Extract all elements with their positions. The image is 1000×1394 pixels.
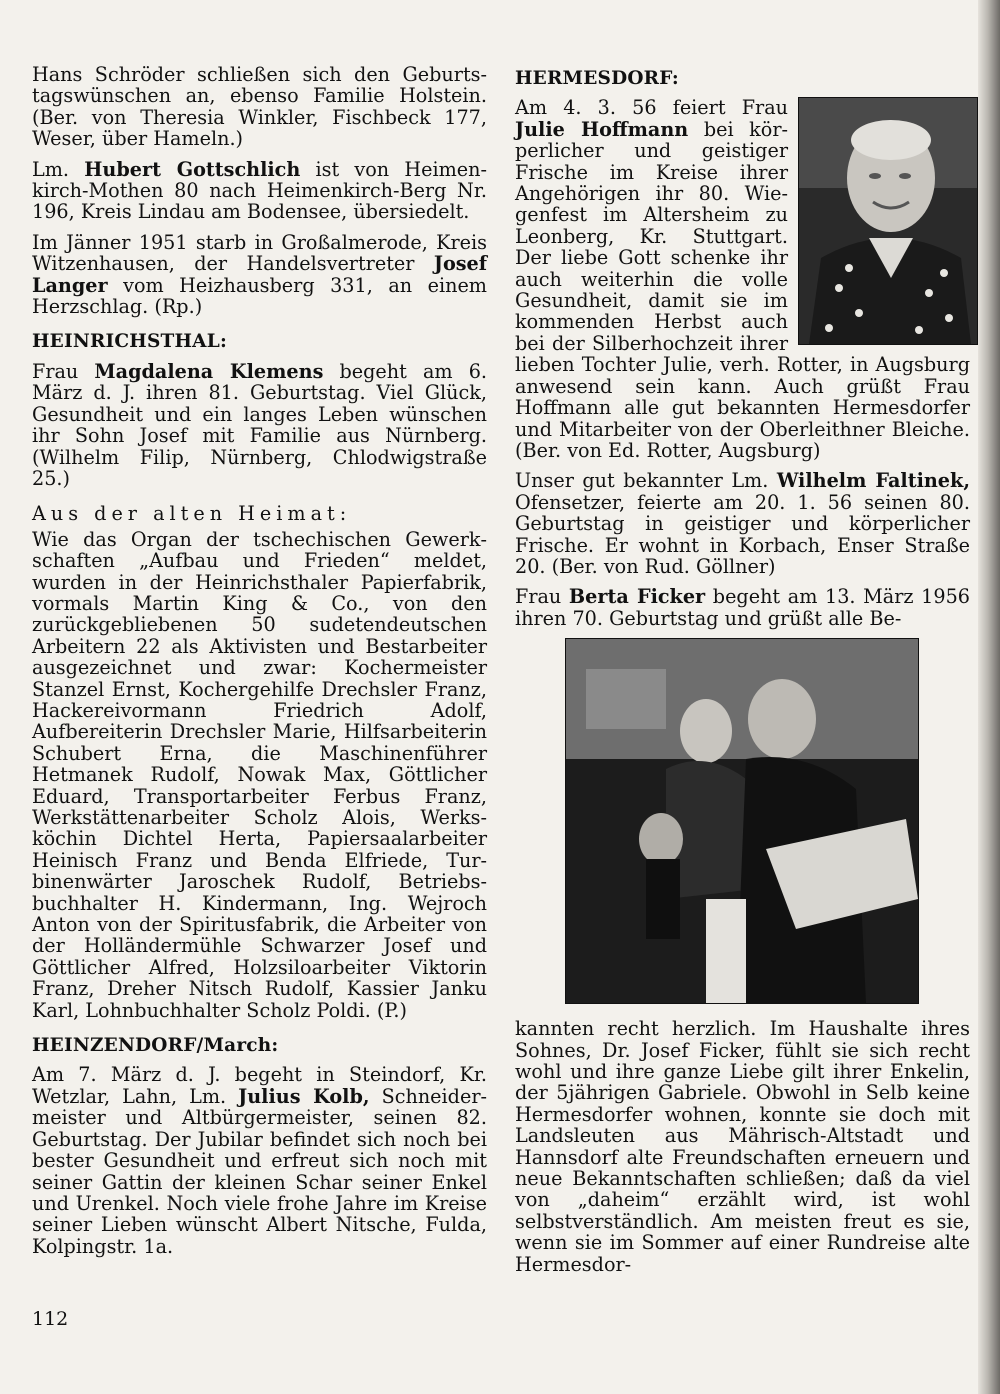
page-edge-shadow <box>978 0 1000 1394</box>
section-heading-heinzendorf: HEINZENDORF/March: <box>32 1035 279 1057</box>
person-name: Berta Ficker <box>568 585 706 609</box>
person-name: Wilhelm Faltinek, <box>776 469 970 493</box>
person-name: Julie Hoffmann <box>515 117 689 141</box>
article-paragraph: Am 4. 3. 56 feiert Frau Julie Hoffmann bei körperlicher und geistiger Frische im Kreise ihrer Angehörigen ihr 80. Wiegenfest im Altersheim zu Leonberg, Kr. Stuttgart. Der liebe Gott schenke ihr auch weiterhin die volle Gesundheit, damit sie im kommenden Herbst auch bei der Silberhochzeit ihrer lieben Tochter Julie, verh. Rotter, in Augsburg anwesend sein kann. Auch grüßt Frau Hoffmann alle gut bekannten Hermesdorfer und Mitarbeiter von der Oberleithner Bleiche. (Ber. von Ed. Rotter, Augsburg) <box>515 96 970 462</box>
family-photo <box>565 638 919 1004</box>
article-paragraph: Hans Schröder schließen sich den Geburtstagswünschen an, ebenso Familie Holstein. (Ber. von Theresia Winkler, Fischbeck 177, Weser, über Hameln.) <box>32 63 487 151</box>
article-paragraph: kannten recht herzlich. Im Haushalte ihres Sohnes, Dr. Josef Ficker, fühlt sie sich recht wohl und ihre ganze Liebe gilt ihrer Enkelin, der 5jährigen Gabriele. Obwohl in Selb keine Hermesdorfer wohnen, konnte sie doch mit Landsleuten aus Mährisch-Altstadt und Hannsdorf alte Freundschaften erneuern und neue Bekanntschaften schließen; daß da viel von „daheim“ erzählt wird, ist wohl selbstverständlich. Am meisten freut es sie, wenn sie im Sommer auf einer Rundreise alte Hermesdor- <box>515 1017 970 1276</box>
person-name: Magdalena Klemens <box>94 359 324 383</box>
left-column <box>32 64 487 1266</box>
person-name: Josef Langer <box>32 252 487 297</box>
grandmother-child-image <box>566 639 918 1003</box>
article-paragraph: Am 7. März d. J. begeht in Steindorf, Kr. Wetzlar, Lahn, Lm. Julius Kolb, Schneidermeister und Altbürgermeister, seinen 82. Geburtstag. Der Jubilar befindet sich noch bei bester Gesundheit und erfreut sich noch mit seiner Gattin der kleinen Schar seiner Enkel und Urenkel. Noch viele frohe Jahre im Kreise seiner Lieben wünscht Albert Nitsche, Fulda, Kolpingstr. 1a. <box>32 1063 487 1258</box>
person-name: Hubert Gottschlich <box>84 157 301 181</box>
article-paragraph: Frau Magdalena Klemens begeht am 6. März d. J. ihren 81. Geburtstag. Viel Glück, Gesundheit und ein langes Leben wünschen ihr Sohn Josef mit Familie aus Nürnberg. (Wilhelm Filip, Nürnberg, Chlodwigstraße 25.) <box>32 359 488 490</box>
article-paragraph: Unser gut bekannter Lm. Wilhelm Faltinek, Ofensetzer, feierte am 20. 1. 56 seinen 80. Geburtstag in geistiger und körperlicher Frische. Er wohnt in Korbach, Enser Straße 20. (Ber. von Rud. Göllner) <box>515 469 970 578</box>
section-heading-hermesdorf: HERMESDORF: <box>515 68 679 89</box>
article-paragraph: Frau Berta Ficker begeht am 13. März 1956 ihren 70. Geburtstag und grüßt alle Be- <box>515 585 970 630</box>
page-number: 112 <box>32 1308 69 1330</box>
section-heading-alten-heimat: Aus der alten Heimat: <box>32 502 352 526</box>
article-paragraph: Lm. Hubert Gottschlich ist von Heimenkirch-Mothen 80 nach Heimenkirch-Berg Nr. 196, Kreis Lindau am Bodensee, übersiedelt. <box>32 157 487 224</box>
article-paragraph: Im Jänner 1951 starb in Großalmerode, Kreis Witzenhausen, der Handelsvertreter Josef Langer vom Heizhausberg 331, an einem Herzschlag. (Rp.) <box>32 230 487 319</box>
portrait-photo <box>798 97 978 345</box>
right-column <box>515 64 970 1284</box>
section-heading-heinrichsthal: HEINRICHSTHAL: <box>32 331 227 353</box>
article-paragraph: Wie das Organ der tschechischen Gewerkschaften „Aufbau und Frieden“ meldet, wurden in der Heinrichsthaler Papierfabrik, vormals Martin King & Co., von den zurückgebliebenen 50 sudetendeutschen Arbeitern 22 als Aktivisten und Bestarbeiter ausgezeichnet und zwar: Kochermeister Stanzel Ernst, Kochergehilfe Drechsler Franz, Hackereivormann Friedrich Adolf, Aufbereiterin Drechsler Marie, Hilfsarbeiterin Schubert Erna, die Maschinenführer Hetmanek Rudolf, Nowak Max, Göttlicher Eduard, Transportarbeiter Ferbus Franz, Werkstättenarbeiter Scholz Alois, Werksköchin Dichtel Herta, Papiersaalarbeiter Heinisch Franz und Benda Elfriede, Turbinenwärter Jaroschek Rudolf, Betriebsbuchhalter H. Kindermann, Ing. Wejroch Anton von der Spiritusfabrik, die Arbeiter von der Holländermühle Schwarzer Josef und Göttlicher Alfred, Holzsiloarbeiter Viktorin Franz, Dreher Nitsch Rudolf, Kassier Janku Karl, Lohnbuchhalter Scholz Poldi. (P.) <box>32 527 487 1022</box>
person-name: Julius Kolb, <box>238 1084 370 1108</box>
portrait-image <box>799 98 977 344</box>
